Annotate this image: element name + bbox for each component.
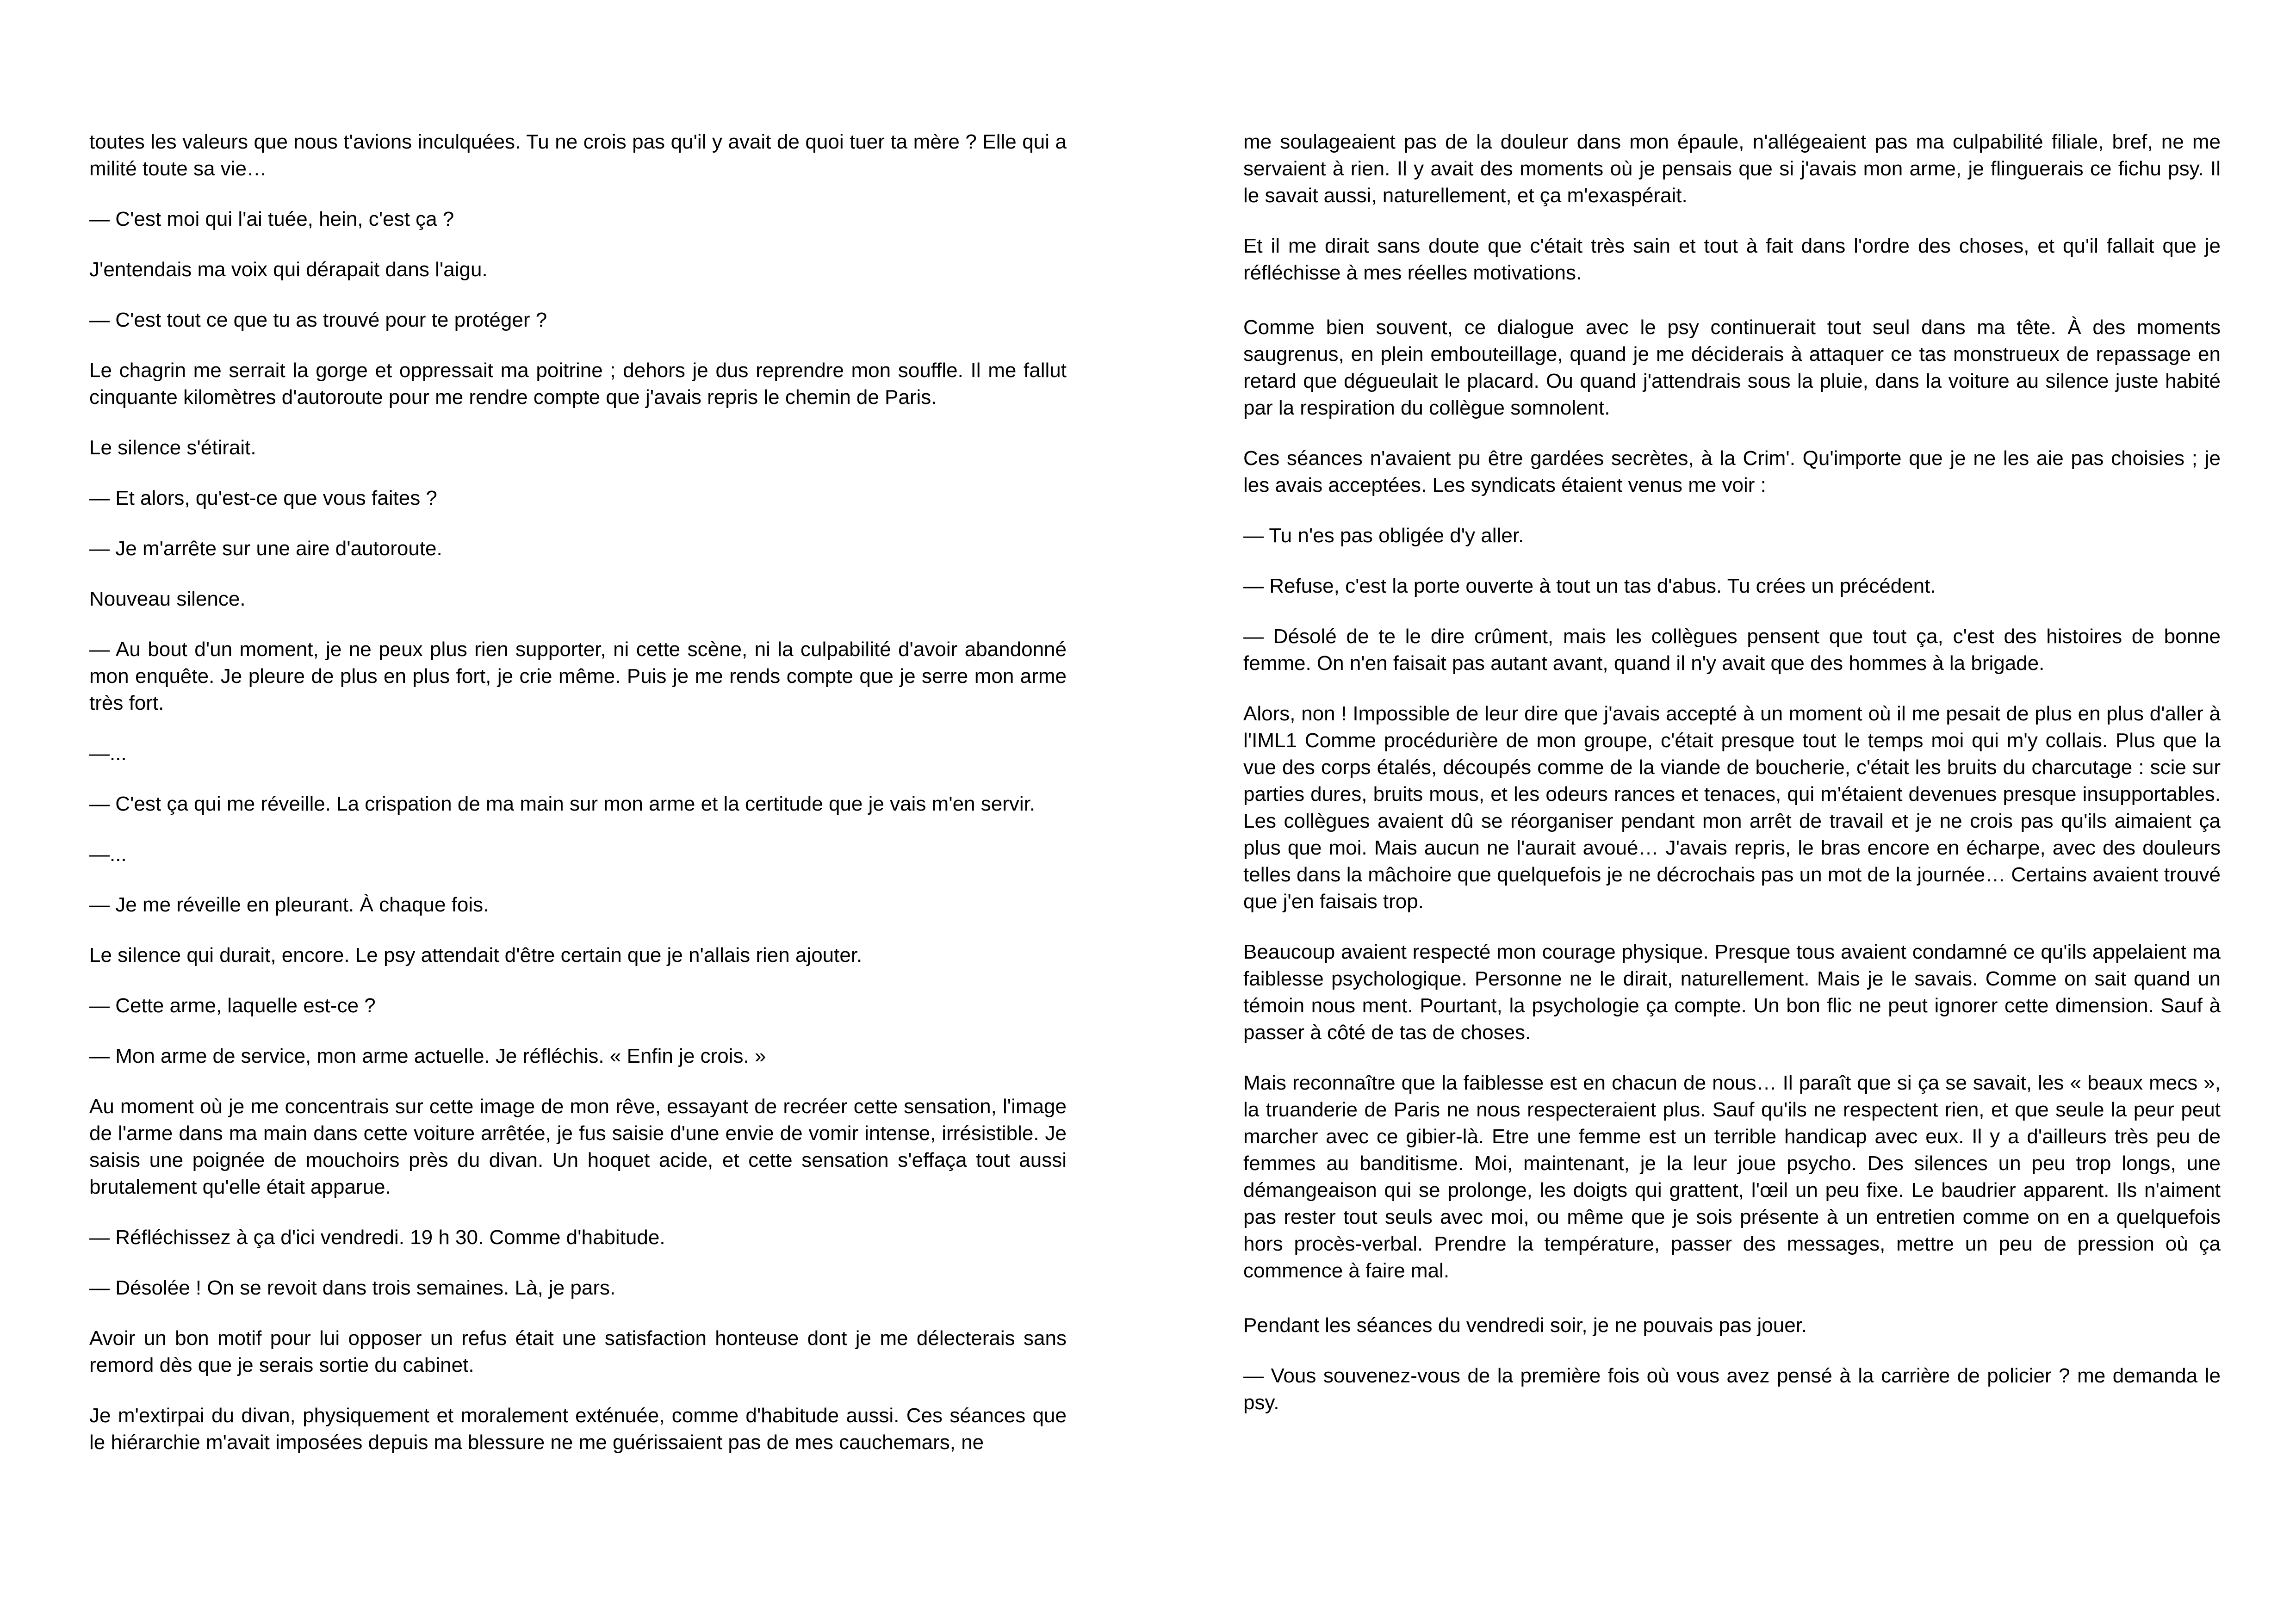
paragraph: Le chagrin me serrait la gorge et oppressait ma poitrine ; dehors je dus reprendre mon souffle. Il me fallut cinquante kilomètres d'autoroute pour me rendre compte que j'avais repris le chemin de Paris. (89, 359, 1067, 409)
paragraph: Je m'extirpai du divan, physiquement et moralement exténuée, comme d'habitude aussi. Ces séances que le hiérarchie m'avait imposées depuis ma blessure ne me guérissaient pas de mes cauchemars, ne (89, 1404, 1067, 1454)
paragraph: Et il me dirait sans doute que c'était très sain et tout à fait dans l'ordre des choses, et qu'il fallait que je réfléchisse à mes réelles motivations. (1243, 235, 2221, 284)
paragraph: — Je m'arrête sur une aire d'autoroute. (89, 537, 442, 560)
paragraph: — Et alors, qu'est-ce que vous faites ? (89, 487, 437, 509)
paragraph: —... (89, 742, 127, 765)
paragraph: Au moment où je me concentrais sur cette image de mon rêve, essayant de recréer cette sensation, l'image de l'arme dans ma main dans cette voiture arrêtée, je fus saisie d'une envie de vomir intense, irrésistible. Je saisis une poignée de mouchoirs près du divan. Un hoquet acide, et cette sensation s'effaça tout aussi brutalement qu'elle était apparue. (89, 1095, 1067, 1198)
paragraph: — Tu n'es pas obligée d'y aller. (1243, 524, 1524, 547)
paragraph: Le silence s'étirait. (89, 436, 256, 459)
paragraph: — C'est ça qui me réveille. La crispation de ma main sur mon arme et la certitude que je vais m'en servir. (89, 793, 1036, 815)
paragraph: Alors, non ! Impossible de leur dire que j'avais accepté à un moment où il me pesait de plus en plus d'aller à l'IML1 Comme procédurière de mon groupe, c'était presque tout le temps moi qui m'y collais. Plus que la vue des corps étalés, découpés comme de la viande de boucherie, c'était les bruits du charcutage : scie sur parties dures, bruits mous, et les odeurs rances et tenaces, qui m'étaient devenues presque insupportables. Les collègues avaient dû se réorganiser pendant mon arrêt de travail et je ne crois pas qu'ils aimaient ça plus que moi. Mais aucun ne l'aurait avoué… J'avais repris, le bras encore en écharpe, avec des douleurs telles dans la mâchoire que quelquefois je ne décrochais pas un mot de la journée… Certains avaient trouvé que j'en faisais trop. (1243, 702, 2221, 913)
paragraph: me soulageaient pas de la douleur dans mon épaule, n'allégeaient pas ma culpabilité filiale, bref, ne me servaient à rien. Il y avait des moments où je pensais que si j'avais mon arme, je flinguerais ce fichu psy. Il le savait aussi, naturellement, et ça m'exaspérait. (1243, 130, 2221, 207)
paragraph: — Au bout d'un moment, je ne peux plus rien supporter, ni cette scène, ni la culpabilité d'avoir abandonné mon enquête. Je pleure de plus en plus fort, je crie même. Puis je me rends compte que je serre mon arme très fort. (89, 638, 1067, 714)
paragraph: Mais reconnaître que la faiblesse est en chacun de nous… Il paraît que si ça se savait, les « beaux mecs », la truanderie de Paris ne nous respecteraient plus. Sauf qu'ils ne respectent rien, et que seule la peur peut marcher avec ce gibier-là. Etre une femme est un terrible handicap avec eux. Il y a d'ailleurs très peu de femmes au banditisme. Moi, maintenant, je la leur joue psycho. Des silences un peu trop longs, une démangeaison qui se prolonge, les doigts qui grattent, l'œil un peu fixe. Le baudrier apparent. Ils n'aiment pas rester tout seuls avec moi, ou même que je sois présente à un entretien comme on en a quelquefois hors procès-verbal. Prendre la température, passer des messages, mettre un peu de pression où ça commence à faire mal. (1243, 1072, 2221, 1282)
paragraph: — Je me réveille en pleurant. À chaque fois. (89, 893, 489, 916)
paragraph: — Vous souvenez-vous de la première fois où vous avez pensé à la carrière de policier ? me demanda le psy. (1243, 1364, 2221, 1414)
paragraph: — Mon arme de service, mon arme actuelle. Je réfléchis. « Enfin je crois. » (89, 1045, 766, 1067)
right-page (1243, 129, 2221, 1440)
paragraph: Pendant les séances du vendredi soir, je ne pouvais pas jouer. (1243, 1314, 1807, 1337)
paragraph: — Désolée ! On se revoit dans trois semaines. Là, je pars. (89, 1276, 616, 1299)
paragraph: — C'est moi qui l'ai tuée, hein, c'est ça ? (89, 208, 454, 230)
paragraph: Beaucoup avaient respecté mon courage physique. Presque tous avaient condamné ce qu'ils appelaient ma faiblesse psychologique. Personne ne le dirait, naturellement. Mais je le savais. Comme on sait quand un témoin nous ment. Pourtant, la psychologie ça compte. Un bon flic ne peut ignorer cette dimension. Sauf à passer à côté de tas de choses. (1243, 941, 2221, 1044)
paragraph: —... (89, 843, 127, 866)
paragraph: — C'est tout ce que tu as trouvé pour te protéger ? (89, 309, 547, 331)
paragraph: Avoir un bon motif pour lui opposer un refus était une satisfaction honteuse dont je me délecterais sans remord dès que je serais sortie du cabinet. (89, 1327, 1067, 1376)
paragraph: Ces séances n'avaient pu être gardées secrètes, à la Crim'. Qu'importe que je ne les aie pas choisies ; je les avais acceptées. Les syndicats étaient venus me voir : (1243, 447, 2221, 496)
paragraph: Comme bien souvent, ce dialogue avec le psy continuerait tout seul dans ma tête. À des moments saugrenus, en plein embouteillage, quand je me déciderais à attaquer ce tas monstrueux de repassage en retard que dégueulait le placard. Ou quand j'attendrais sous la pluie, dans la voiture au silence juste habité par la respiration du collègue somnolent. (1243, 316, 2221, 419)
paragraph: J'entendais ma voix qui dérapait dans l'aigu. (89, 258, 488, 281)
paragraph: toutes les valeurs que nous t'avions inculquées. Tu ne crois pas qu'il y avait de quoi tuer ta mère ? Elle qui a milité toute sa vie… (89, 130, 1067, 180)
left-page (89, 129, 1067, 1480)
paragraph: — Désolé de te le dire crûment, mais les collègues pensent que tout ça, c'est des histoires de bonne femme. On n'en faisait pas autant avant, quand il n'y avait que des hommes à la brigade. (1243, 625, 2221, 675)
paragraph: Le silence qui durait, encore. Le psy attendait d'être certain que je n'allais rien ajouter. (89, 944, 863, 966)
paragraph: — Réfléchissez à ça d'ici vendredi. 19 h 30. Comme d'habitude. (89, 1226, 665, 1249)
paragraph: Nouveau silence. (89, 588, 246, 610)
paragraph: — Cette arme, laquelle est-ce ? (89, 994, 376, 1017)
paragraph: — Refuse, c'est la porte ouverte à tout un tas d'abus. Tu crées un précédent. (1243, 575, 1936, 597)
